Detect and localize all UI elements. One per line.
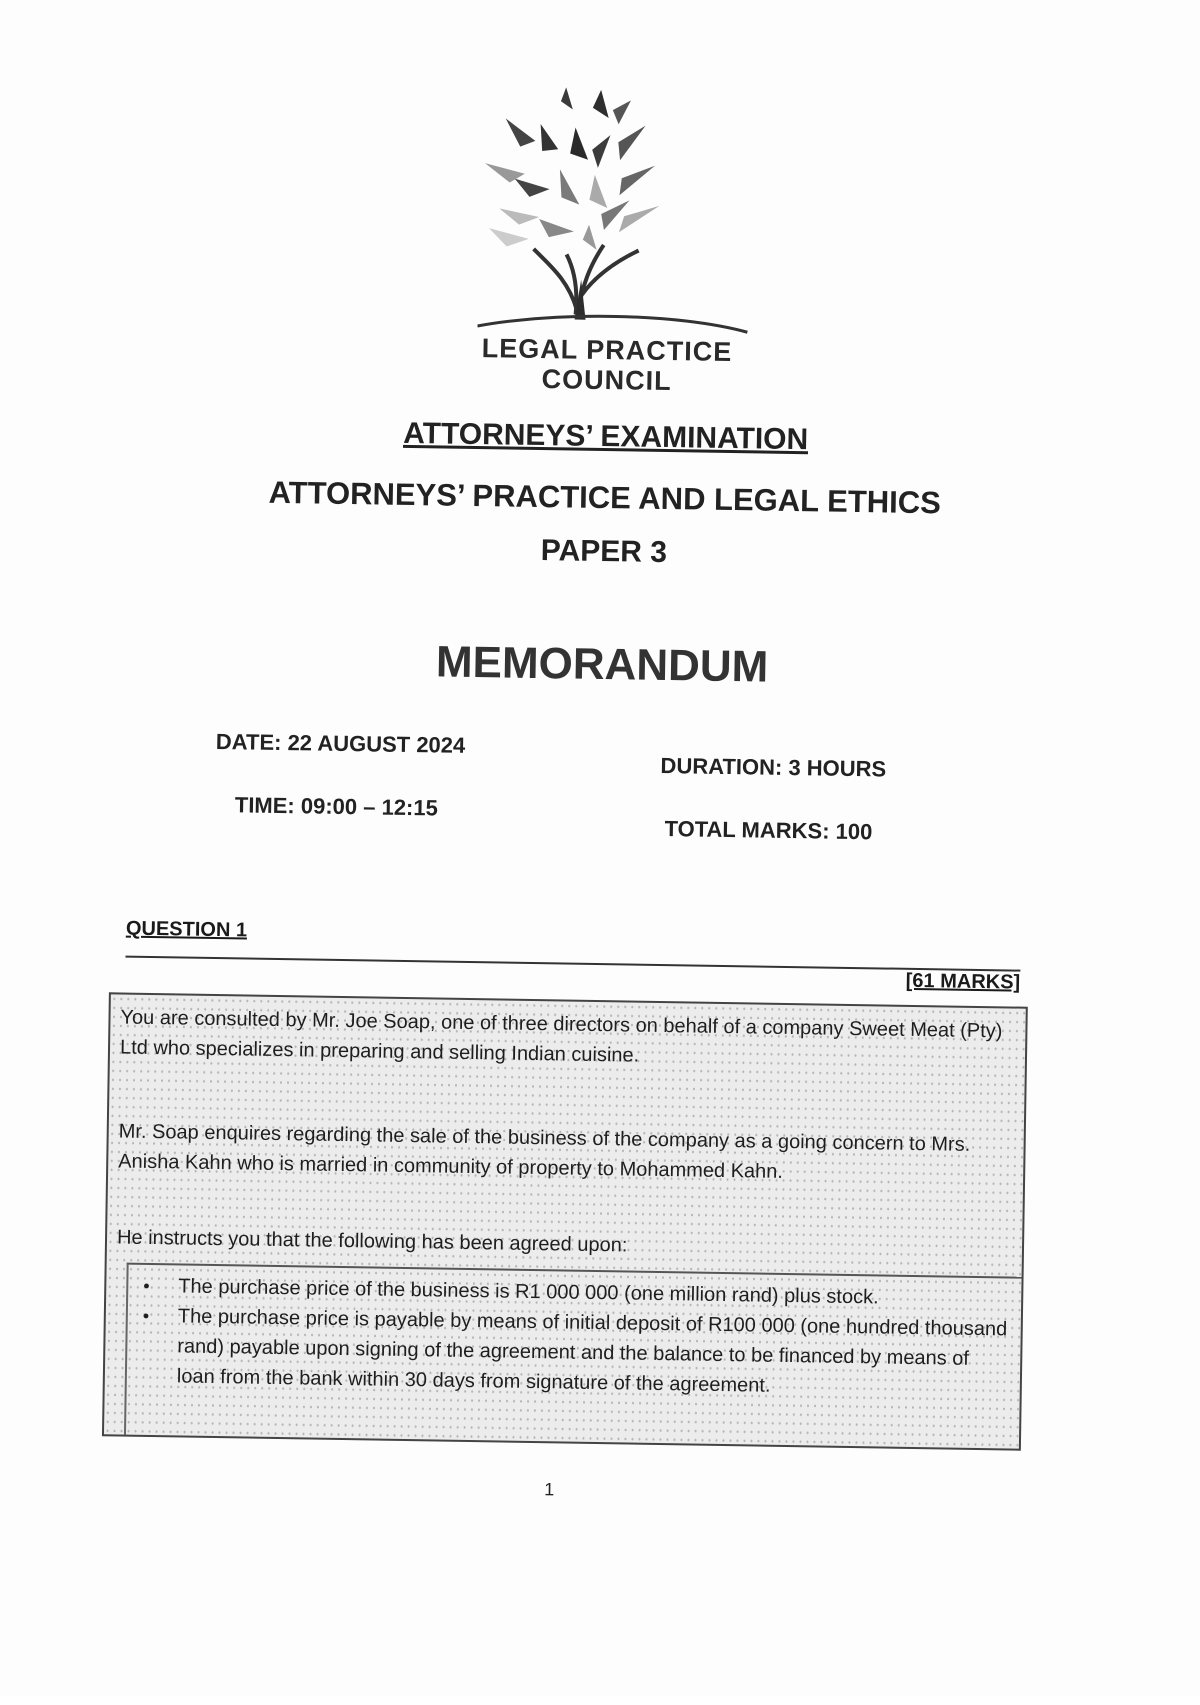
scenario-paragraph: Mr. Soap enquires regarding the sale of the business of the company as a going concern to Mrs. Anisha Kahn who is married in community of property to Mohammed Kahn. — [118, 1120, 971, 1183]
tree-logo — [477, 78, 791, 343]
bullet-icon: • — [143, 1275, 150, 1296]
tree-leaves-icon — [484, 86, 662, 251]
tree-trunk-icon — [533, 244, 639, 321]
page-number: 1 — [544, 1479, 555, 1500]
paper-number: PAPER 3 — [540, 534, 668, 570]
exam-total-marks: TOTAL MARKS: 100 — [664, 816, 873, 845]
exam-title: ATTORNEYS’ EXAMINATION — [402, 416, 809, 457]
scenario-paragraph: He instructs you that the following has been agreed upon: — [116, 1226, 628, 1257]
bullet-icon: • — [142, 1305, 150, 1326]
question-scenario-box — [102, 992, 1028, 1450]
agreement-terms-box — [124, 1263, 1022, 1449]
organisation-name — [436, 332, 777, 397]
document-type-title: MEMORANDUM — [435, 637, 769, 692]
organisation-line-1: LEGAL PRACTICE — [481, 333, 733, 368]
question-heading — [125, 917, 1021, 994]
exam-date: DATE: 22 AUGUST 2024 — [215, 728, 466, 758]
exam-duration: DURATION: 3 HOURS — [660, 752, 887, 782]
scenario-paragraph: You are consulted by Mr. Joe Soap, one of three directors on behalf of a company Sweet Meat (Pty) Ltd who specializes in preparing and selling Indian cuisine. — [119, 1006, 1003, 1067]
exam-time: TIME: 09:00 – 12:15 — [234, 792, 439, 821]
ground-line-icon — [477, 314, 747, 332]
list-item-text: The purchase price is payable by means of initial deposit of R100 000 (one hundred thousand rand) payable upon signing of the agreement and the balance to be financed by means of loan from the bank within 30 days from signature of the agreement. — [176, 1305, 1008, 1397]
agreement-terms-list — [127, 1271, 1022, 1405]
organisation-line-2: COUNCIL — [541, 364, 672, 397]
list-item-text: The purchase price of the business is R1 000 000 (one million rand) plus stock. — [178, 1275, 879, 1309]
list-item — [127, 1301, 1021, 1405]
question-label: QUESTION 1 — [125, 917, 248, 942]
question-marks: [61 MARKS] — [905, 969, 1021, 994]
paper-subject: ATTORNEYS’ PRACTICE AND LEGAL ETHICS — [268, 474, 942, 521]
